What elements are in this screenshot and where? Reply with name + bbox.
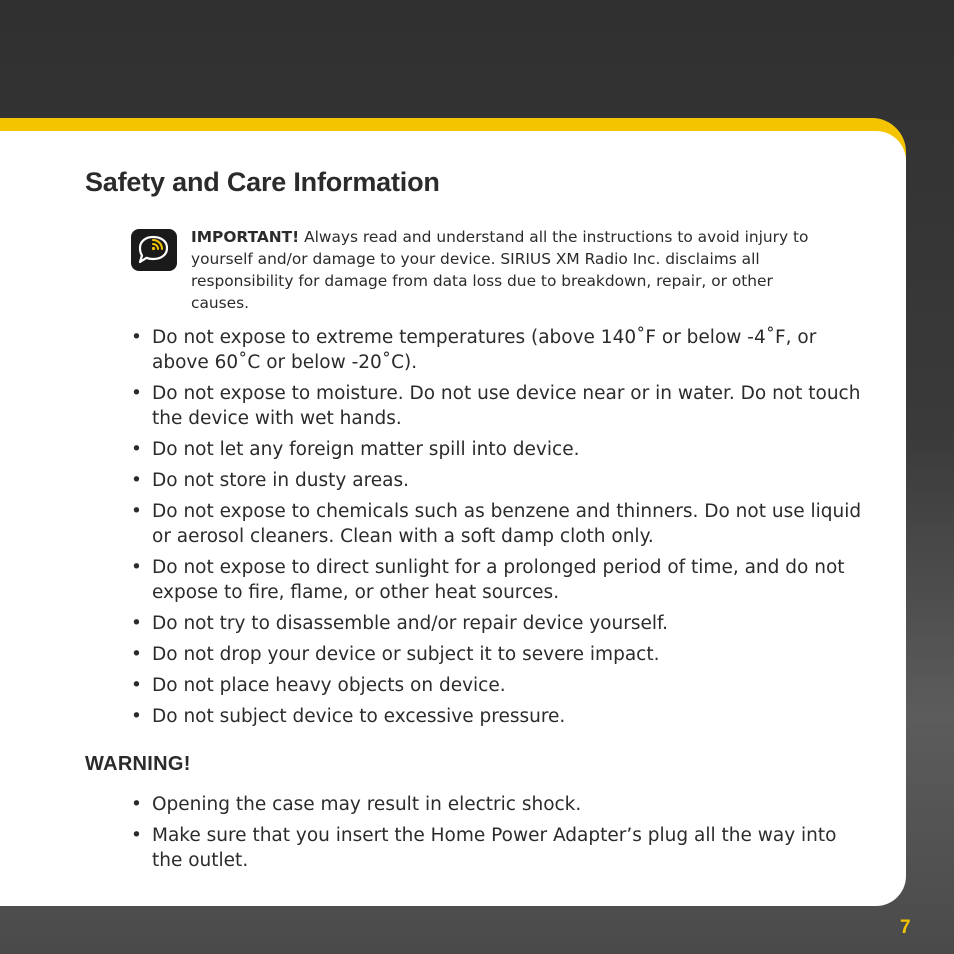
list-item: • Do not place heavy objects on device. [131,673,871,698]
list-item: • Opening the case may result in electric shock. [131,792,871,817]
important-notice [191,226,831,314]
care-list [131,325,871,735]
list-item: • Make sure that you insert the Home Power Adapter’s plug all the way into the outlet. [131,823,871,873]
page-number: 7 [900,917,911,938]
list-item: • Do not expose to moisture. Do not use device near or in water. Do not touch the device with wet hands. [131,381,871,431]
list-item: • Do not let any foreign matter spill into device. [131,437,871,462]
list-item: • Do not expose to chemicals such as benzene and thinners. Do not use liquid or aerosol cleaners. Clean with a soft damp cloth only. [131,499,871,549]
speech-bubble-alert-icon [131,229,177,271]
list-item: • Do not expose to direct sunlight for a prolonged period of time, and do not expose to fire, flame, or other heat sources. [131,555,871,605]
important-notice-text: Always read and understand all the instructions to avoid injury to yourself and/or damage to your device. SIRIUS XM Radio Inc. disclaims all responsibility for damage from data loss due to breakdown, repair, or other causes. [191,228,809,312]
warning-heading: WARNING! [85,753,191,775]
page-title: Safety and Care Information [85,167,440,197]
list-item: • Do not try to disassemble and/or repair device yourself. [131,611,871,636]
list-item: • Do not store in dusty areas. [131,468,871,493]
warning-list [131,792,871,879]
list-item: • Do not drop your device or subject it to severe impact. [131,642,871,667]
important-label: IMPORTANT! [191,228,300,246]
list-item: • Do not expose to extreme temperatures (above 140˚F or below -4˚F, or above 60˚C or below -20˚C). [131,325,871,375]
list-item: • Do not subject device to excessive pressure. [131,704,871,729]
